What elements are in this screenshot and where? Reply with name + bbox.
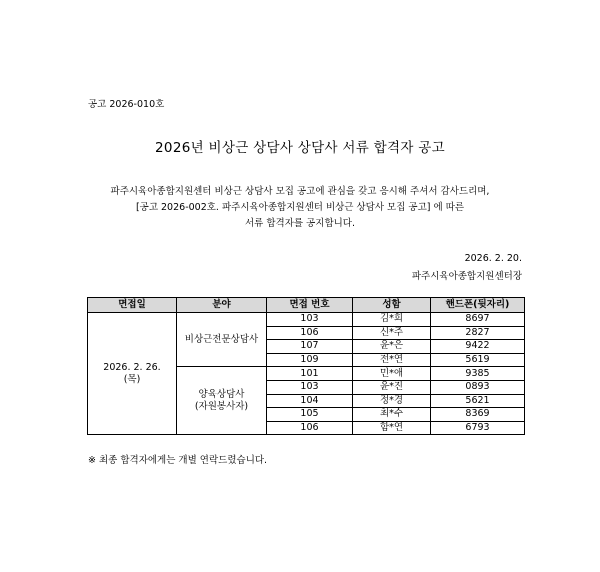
interview-number-cell: 106 xyxy=(267,326,353,340)
phone-cell: 2827 xyxy=(431,326,525,340)
interview-number-cell: 104 xyxy=(267,394,353,408)
body-line: 파주시육아종합지원센터 비상근 상담사 모집 공고에 관심을 갖고 응시해 주셔서 감사드리며, xyxy=(110,186,490,197)
name-cell: 최*수 xyxy=(353,408,431,422)
name-cell: 신*주 xyxy=(353,326,431,340)
interview-date: 2026. 2. 26. xyxy=(103,361,161,373)
interview-number-cell: 105 xyxy=(267,408,353,422)
footnote: ※ 최종 합격자에게는 개별 연락드렸습니다. xyxy=(88,455,268,466)
name-cell: 전*연 xyxy=(353,353,431,367)
name-cell: 윤*진 xyxy=(353,380,431,394)
name-cell: 함*연 xyxy=(353,421,431,435)
field-cell xyxy=(177,313,267,367)
page-title: 2026년 비상근 상담사 상담사 서류 합격자 공고 xyxy=(155,140,445,156)
name-cell: 정*경 xyxy=(353,394,431,408)
field-label: 양육상담사 xyxy=(198,388,245,400)
interview-day: (목) xyxy=(123,373,141,385)
interview-number-cell: 109 xyxy=(267,353,353,367)
phone-cell: 9422 xyxy=(431,340,525,354)
phone-cell: 0893 xyxy=(431,380,525,394)
notice-number: 공고 2026-010호 xyxy=(88,99,165,110)
interview-number-cell: 103 xyxy=(267,313,353,327)
organization-name: 파주시육아종합지원센터장 xyxy=(411,271,522,282)
table-row xyxy=(88,313,525,327)
phone-cell: 5619 xyxy=(431,353,525,367)
announcement-date: 2026. 2. 20. xyxy=(464,253,522,264)
phone-cell: 8369 xyxy=(431,408,525,422)
header-cell: 분야 xyxy=(177,298,267,313)
phone-cell: 6793 xyxy=(431,421,525,435)
table-header-row xyxy=(88,298,525,313)
header-cell: 성함 xyxy=(353,298,431,313)
interview-number-cell: 103 xyxy=(267,380,353,394)
header-cell: 핸드폰(뒷자리) xyxy=(431,298,525,313)
results-table xyxy=(87,297,525,435)
phone-cell: 9385 xyxy=(431,367,525,381)
field-sublabel: (자원봉사자) xyxy=(194,400,249,412)
phone-cell: 8697 xyxy=(431,313,525,327)
interview-number-cell: 107 xyxy=(267,340,353,354)
interview-number-cell: 106 xyxy=(267,421,353,435)
phone-cell: 5621 xyxy=(431,394,525,408)
body-line: [공고 2026-002호. 파주시육아종합지원센터 비상근 상담사 모집 공고] 에 따른 xyxy=(135,202,465,213)
header-cell: 면접일 xyxy=(88,298,177,313)
name-cell: 민*애 xyxy=(353,367,431,381)
interview-date-cell xyxy=(88,313,177,435)
announcement-body xyxy=(0,184,600,232)
field-cell xyxy=(177,367,267,435)
name-cell: 윤*은 xyxy=(353,340,431,354)
name-cell: 김*희 xyxy=(353,313,431,327)
field-label: 비상근전문상담사 xyxy=(184,333,259,345)
body-line: 서류 합격자를 공지합니다. xyxy=(244,218,355,229)
interview-number-cell: 101 xyxy=(267,367,353,381)
header-cell: 면접 번호 xyxy=(267,298,353,313)
